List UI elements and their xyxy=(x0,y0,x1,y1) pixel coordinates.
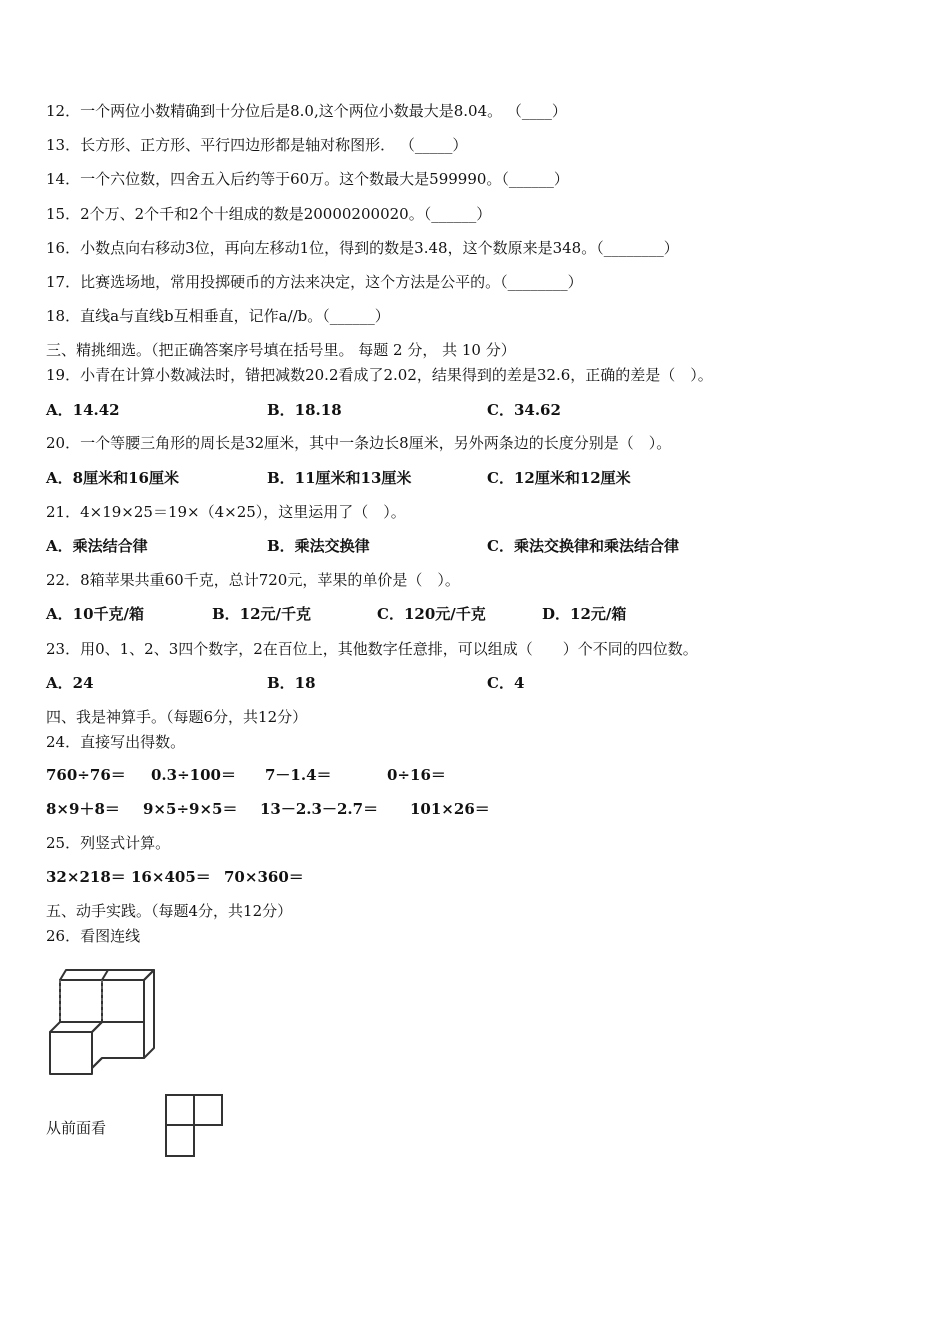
question-19: 19．小青在计算小数减法时，错把减数20.2看成了2.02，结果得到的差是32.6，正确的差是（ ）。 xyxy=(46,366,713,384)
question-20: 20．一个等腰三角形的周长是32厘米，其中一条边长8厘米，另外两条边的长度分别是（ ）。 xyxy=(46,434,672,452)
section-4-title: 四、我是神算手。（每题6分，共12分） xyxy=(46,708,308,726)
q20-option-b: B．11厘米和13厘米 xyxy=(267,469,412,487)
question-15: 15．2个万、2个千和2个十组成的数是20000200020。（______） xyxy=(46,205,492,223)
calc-item: 70×360＝ xyxy=(224,868,304,886)
question-23: 23．用0、1、2、3四个数字，2在百位上，其他数字任意排，可以组成（ ）个不同的四位数。 xyxy=(46,640,698,658)
section-3-title: 三、精挑细选。（把正确答案序号填在括号里。 每题 2 分， 共 10 分） xyxy=(46,341,516,359)
question-18: 18．直线a与直线b互相垂直，记作a//b。（______） xyxy=(46,307,390,325)
calc-item: 9×5÷9×5＝ xyxy=(143,800,238,818)
q22-option-d: D．12元/箱 xyxy=(542,605,627,623)
section-5-title: 五、动手实践。（每题4分，共12分） xyxy=(46,902,293,920)
q21-option-a: A．乘法结合律 xyxy=(46,537,148,555)
q23-option-b: B．18 xyxy=(267,674,316,692)
calc-item: 32×218＝ xyxy=(46,868,126,886)
calc-item: 8×9＋8＝ xyxy=(46,800,120,818)
cube-stack-figure xyxy=(44,958,160,1078)
question-12: 12．一个两位小数精确到十分位后是8.0,这个两位小数最大是8.04。 （____） xyxy=(46,102,567,120)
question-14: 14．一个六位数，四舍五入后约等于60万。这个数最大是599990。（______） xyxy=(46,170,569,188)
q19-option-c: C．34.62 xyxy=(487,401,561,419)
front-view-label: 从前面看 xyxy=(46,1119,107,1137)
q22-option-a: A．10千克/箱 xyxy=(46,605,144,623)
question-21: 21．4×19×25＝19×（4×25），这里运用了（ ）。 xyxy=(46,503,406,521)
q21-option-b: B．乘法交换律 xyxy=(267,537,370,555)
q23-option-a: A．24 xyxy=(46,674,94,692)
question-17: 17．比赛选场地，常用投掷硬币的方法来决定，这个方法是公平的。（________） xyxy=(46,273,583,291)
q21-option-c: C．乘法交换律和乘法结合律 xyxy=(487,537,679,555)
q22-option-c: C．120元/千克 xyxy=(377,605,486,623)
question-13: 13．长方形、正方形、平行四边形都是轴对称图形． （_____） xyxy=(46,136,468,154)
q23-option-c: C．4 xyxy=(487,674,525,692)
q19-option-a: A．14.42 xyxy=(46,401,120,419)
question-25: 25．列竖式计算。 xyxy=(46,834,171,852)
front-view-figure xyxy=(162,1092,226,1160)
calc-item: 13－2.3－2.7＝ xyxy=(260,800,379,818)
q20-option-c: C．12厘米和12厘米 xyxy=(487,469,631,487)
calc-item: 0÷16＝ xyxy=(387,766,446,784)
q22-option-b: B．12元/千克 xyxy=(212,605,312,623)
calc-item: 0.3÷100＝ xyxy=(151,766,236,784)
calc-item: 101×26＝ xyxy=(410,800,490,818)
calc-item: 7－1.4＝ xyxy=(265,766,332,784)
question-26: 26．看图连线 xyxy=(46,927,141,945)
q20-option-a: A．8厘米和16厘米 xyxy=(46,469,179,487)
calc-item: 16×405＝ xyxy=(131,868,211,886)
question-22: 22．8箱苹果共重60千克，总计720元，苹果的单价是（ ）。 xyxy=(46,571,460,589)
q19-option-b: B．18.18 xyxy=(267,401,342,419)
question-16: 16．小数点向右移动3位，再向左移动1位，得到的数是3.48，这个数原来是348。（________） xyxy=(46,239,679,257)
question-24: 24．直接写出得数。 xyxy=(46,733,186,751)
calc-item: 760÷76＝ xyxy=(46,766,126,784)
